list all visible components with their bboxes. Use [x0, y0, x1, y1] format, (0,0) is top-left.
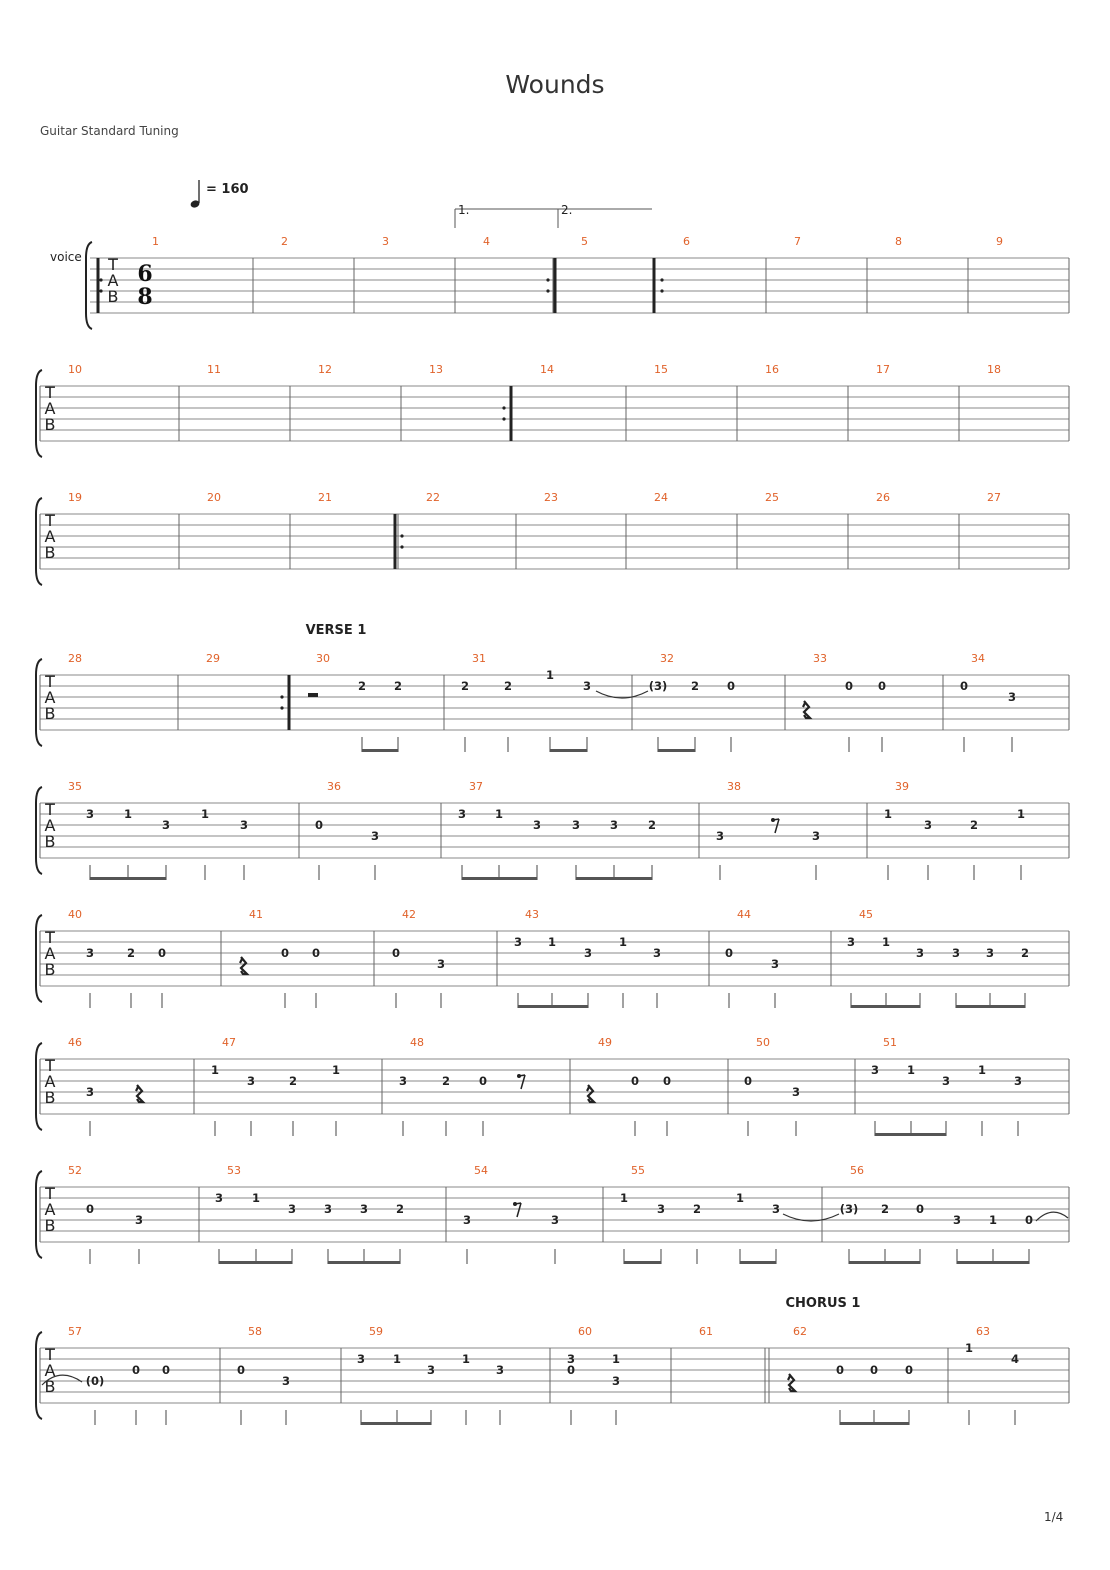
tab-clef-letter: B [44, 960, 56, 979]
measure-number: 3 [382, 235, 389, 248]
measure-number: 16 [765, 363, 779, 376]
measure-number: 36 [327, 780, 341, 793]
fret-number: 3 [715, 829, 725, 843]
fret-number: 1 [123, 807, 133, 821]
tab-clef-letter: T [45, 928, 55, 947]
quarter-rest-icon [136, 1085, 143, 1102]
measure-number: 48 [410, 1036, 424, 1049]
fret-number: 0 [869, 1363, 879, 1377]
fret-number: 3 [85, 807, 95, 821]
measure-number: 53 [227, 1164, 241, 1177]
beam [362, 749, 398, 752]
tab-clef-letter: T [45, 800, 55, 819]
measure-number: 13 [429, 363, 443, 376]
tab-clef-letter: T [45, 511, 55, 530]
fret-number: 0 [157, 946, 167, 960]
system-brace [36, 659, 42, 746]
fret-number: 3 [941, 1074, 951, 1088]
fret-number: 1 [494, 807, 504, 821]
measure-number: 4 [483, 235, 490, 248]
fret-number: 1 [251, 1191, 261, 1205]
fret-number: 1 [883, 807, 893, 821]
fret-number: 0 [236, 1363, 246, 1377]
measure-number: 35 [68, 780, 82, 793]
tab-clef-letter: B [44, 704, 56, 723]
tab-clef-letter: A [44, 688, 56, 707]
fret-number: 3 [161, 818, 171, 832]
tab-clef-letter: B [44, 1216, 56, 1235]
fret-number: 3 [582, 679, 592, 693]
tab-clef-letter: B [44, 832, 56, 851]
fret-number: 0 [743, 1074, 753, 1088]
fret-number: 1 [611, 1352, 621, 1366]
fret-number: 1 [1016, 807, 1026, 821]
fret-number: 0 [844, 679, 854, 693]
fret-number: 3 [495, 1363, 505, 1377]
fret-number: 1 [200, 807, 210, 821]
measure-number: 55 [631, 1164, 645, 1177]
fret-number: 2 [690, 679, 700, 693]
measure-number: 10 [68, 363, 82, 376]
measure-number: 54 [474, 1164, 488, 1177]
beam [851, 1005, 920, 1008]
fret-number: 0 [662, 1074, 672, 1088]
fret-number: 0 [85, 1202, 95, 1216]
repeat-dot [502, 406, 505, 409]
instrument-name: voice [50, 250, 82, 264]
fret-number: 3 [791, 1085, 801, 1099]
fret-number: 3 [85, 946, 95, 960]
fret-number: 1 [547, 935, 557, 949]
quarter-rest-icon [803, 701, 810, 718]
measure-number: 17 [876, 363, 890, 376]
fret-number: 3 [134, 1213, 144, 1227]
measure-number: 23 [544, 491, 558, 504]
tab-clef-letter: T [45, 383, 55, 402]
fret-number: 3 [770, 957, 780, 971]
fret-number: 2 [969, 818, 979, 832]
fret-number: 0 [959, 679, 969, 693]
fret-number: 0 [915, 1202, 925, 1216]
fret-number: 3 [239, 818, 249, 832]
measure-number: 28 [68, 652, 82, 665]
system-brace [36, 498, 42, 585]
fret-number: 1 [618, 935, 628, 949]
measure-number: 2 [281, 235, 288, 248]
measure-number: 47 [222, 1036, 236, 1049]
system-brace [36, 370, 42, 457]
fret-number: 3 [370, 829, 380, 843]
fret-number: (3) [839, 1202, 859, 1216]
fret-number: 3 [566, 1352, 576, 1366]
fret-number: 2 [441, 1074, 451, 1088]
tab-clef-letter: A [44, 527, 56, 546]
measure-number: 27 [987, 491, 1001, 504]
repeat-dot [99, 289, 102, 292]
fret-number: 3 [462, 1213, 472, 1227]
measure-number: 50 [756, 1036, 770, 1049]
system-brace [36, 1043, 42, 1130]
measure-number: 22 [426, 491, 440, 504]
fret-number: 1 [331, 1063, 341, 1077]
fret-number: 3 [532, 818, 542, 832]
beam [550, 749, 587, 752]
fret-number: 1 [392, 1352, 402, 1366]
eighth-rest-icon [521, 1075, 525, 1089]
fret-number: 3 [951, 946, 961, 960]
fret-number: 0 [630, 1074, 640, 1088]
system-brace [36, 1171, 42, 1258]
fret-number: 3 [985, 946, 995, 960]
tab-clef-letter: B [44, 1377, 56, 1396]
fret-number: 0 [835, 1363, 845, 1377]
fret-number: 0 [904, 1363, 914, 1377]
measure-number: 60 [578, 1325, 592, 1338]
fret-number: 3 [323, 1202, 333, 1216]
fret-number: 3 [846, 935, 856, 949]
repeat-dot [99, 278, 102, 281]
fret-number: 3 [550, 1213, 560, 1227]
fret-number: 3 [359, 1202, 369, 1216]
fret-number: 2 [393, 679, 403, 693]
repeat-dot [546, 278, 549, 281]
quarter-rest-icon [240, 957, 247, 974]
fret-number: 3 [571, 818, 581, 832]
fret-number: 3 [583, 946, 593, 960]
fret-number: (0) [85, 1374, 105, 1388]
fret-number: 3 [287, 1202, 297, 1216]
measure-number: 32 [660, 652, 674, 665]
fret-number: 3 [1013, 1074, 1023, 1088]
tab-clef-letter: T [45, 672, 55, 691]
measure-number: 6 [683, 235, 690, 248]
beam [658, 749, 695, 752]
measure-number: 33 [813, 652, 827, 665]
measure-number: 30 [316, 652, 330, 665]
tab-clef-letter: B [107, 287, 119, 306]
measure-number: 21 [318, 491, 332, 504]
fret-number: 0 [131, 1363, 141, 1377]
measure-number: 49 [598, 1036, 612, 1049]
measure-number: 25 [765, 491, 779, 504]
fret-number: 2 [503, 679, 513, 693]
quarter-rest-icon [788, 1374, 795, 1391]
measure-number: 42 [402, 908, 416, 921]
measure-number: 5 [581, 235, 588, 248]
fret-number: 2 [880, 1202, 890, 1216]
fret-number: 3 [656, 1202, 666, 1216]
fret-number: 2 [460, 679, 470, 693]
repeat-dot [400, 534, 403, 537]
fret-number: 0 [478, 1074, 488, 1088]
tab-clef-letter: A [44, 1361, 56, 1380]
measure-number: 9 [996, 235, 1003, 248]
beam [518, 1005, 588, 1008]
fret-number: 3 [952, 1213, 962, 1227]
measure-number: 58 [248, 1325, 262, 1338]
fret-number: 3 [609, 818, 619, 832]
fret-number: 2 [1020, 946, 1030, 960]
fret-number: 3 [513, 935, 523, 949]
tempo-marking: = 160 [206, 182, 249, 197]
repeat-dot [280, 706, 283, 709]
fret-number: 2 [647, 818, 657, 832]
beam [90, 877, 166, 880]
time-signature-top: 6 [137, 261, 153, 287]
measure-number: 63 [976, 1325, 990, 1338]
tab-clef-letter: B [44, 415, 56, 434]
fret-number: 0 [877, 679, 887, 693]
system-brace [36, 915, 42, 1002]
measure-number: 61 [699, 1325, 713, 1338]
fret-number: 4 [1010, 1352, 1020, 1366]
half-rest-icon [308, 693, 318, 697]
fret-number: 1 [881, 935, 891, 949]
fret-number: 1 [545, 668, 555, 682]
tab-clef-letter: T [45, 1056, 55, 1075]
fret-number: 2 [357, 679, 367, 693]
fret-number: 0 [280, 946, 290, 960]
tab-clef-letter: T [108, 255, 118, 274]
repeat-dot [280, 695, 283, 698]
measure-number: 38 [727, 780, 741, 793]
measure-number: 37 [469, 780, 483, 793]
measure-number: 29 [206, 652, 220, 665]
section-label-chorus: CHORUS 1 [785, 1296, 861, 1311]
beam [957, 1261, 1029, 1264]
fret-number: 3 [915, 946, 925, 960]
measure-number: 57 [68, 1325, 82, 1338]
measure-number: 41 [249, 908, 263, 921]
system-brace [36, 787, 42, 874]
quarter-rest-icon [587, 1085, 594, 1102]
measure-number: 7 [794, 235, 801, 248]
time-signature-bottom: 8 [137, 284, 153, 310]
fret-number: 3 [870, 1063, 880, 1077]
fret-number: (3) [648, 679, 668, 693]
tab-clef-letter: B [44, 543, 56, 562]
song-title: Wounds [505, 70, 605, 99]
measure-number: 56 [850, 1164, 864, 1177]
measure-number: 18 [987, 363, 1001, 376]
fret-number: 1 [988, 1213, 998, 1227]
fret-number: 0 [1024, 1213, 1034, 1227]
page-number: 1/4 [1044, 1510, 1064, 1524]
beam [956, 1005, 1025, 1008]
measure-number: 46 [68, 1036, 82, 1049]
fret-number: 3 [611, 1374, 621, 1388]
fret-number: 0 [726, 679, 736, 693]
tab-clef-letter: A [44, 1200, 56, 1219]
beam [840, 1422, 909, 1425]
repeat-dot [546, 289, 549, 292]
fret-number: 3 [356, 1352, 366, 1366]
measure-number: 24 [654, 491, 668, 504]
measure-number: 20 [207, 491, 221, 504]
beam [462, 877, 537, 880]
repeat-dot [660, 278, 663, 281]
fret-number: 2 [288, 1074, 298, 1088]
fret-number: 0 [724, 946, 734, 960]
fret-number: 0 [161, 1363, 171, 1377]
beam [576, 877, 652, 880]
system-brace [86, 242, 92, 329]
fret-number: 1 [210, 1063, 220, 1077]
fret-number: 3 [214, 1191, 224, 1205]
measure-number: 19 [68, 491, 82, 504]
fret-number: 3 [1007, 690, 1017, 704]
measure-number: 51 [883, 1036, 897, 1049]
measure-number: 1 [152, 235, 159, 248]
fret-number: 3 [85, 1085, 95, 1099]
fret-number: 3 [426, 1363, 436, 1377]
fret-number: 0 [391, 946, 401, 960]
measure-number: 59 [369, 1325, 383, 1338]
fret-number: 0 [311, 946, 321, 960]
fret-number: 0 [566, 1363, 576, 1377]
fret-number: 3 [652, 946, 662, 960]
beam [875, 1133, 946, 1136]
repeat-dot [660, 289, 663, 292]
fret-number: 1 [977, 1063, 987, 1077]
eighth-rest-icon [775, 819, 779, 833]
measure-number: 15 [654, 363, 668, 376]
fret-number: 1 [964, 1341, 974, 1355]
tab-clef-letter: A [44, 1072, 56, 1091]
measure-number: 8 [895, 235, 902, 248]
volta-label: 2. [561, 203, 573, 217]
measure-number: 43 [525, 908, 539, 921]
beam [740, 1261, 776, 1264]
measure-number: 52 [68, 1164, 82, 1177]
measure-number: 34 [971, 652, 985, 665]
measure-number: 45 [859, 908, 873, 921]
beam [849, 1261, 920, 1264]
fret-number: 2 [395, 1202, 405, 1216]
measure-number: 11 [207, 363, 221, 376]
fret-number: 1 [461, 1352, 471, 1366]
beam [361, 1422, 431, 1425]
fret-number: 3 [436, 957, 446, 971]
fret-number: 2 [126, 946, 136, 960]
eighth-rest-icon [517, 1203, 521, 1217]
fret-number: 3 [246, 1074, 256, 1088]
fret-number: 3 [457, 807, 467, 821]
volta-label: 1. [458, 203, 470, 217]
fret-number: 1 [619, 1191, 629, 1205]
fret-number: 3 [398, 1074, 408, 1088]
fret-number: 2 [692, 1202, 702, 1216]
fret-number: 1 [906, 1063, 916, 1077]
measure-number: 12 [318, 363, 332, 376]
tab-clef-letter: A [44, 944, 56, 963]
measure-number: 26 [876, 491, 890, 504]
fret-number: 3 [771, 1202, 781, 1216]
tab-clef-letter: T [45, 1345, 55, 1364]
measure-number: 40 [68, 908, 82, 921]
tab-clef-letter: A [44, 816, 56, 835]
tuning-label: Guitar Standard Tuning [40, 124, 179, 138]
system-brace [36, 1332, 42, 1419]
tab-clef-letter: A [44, 399, 56, 418]
beam [219, 1261, 292, 1264]
tab-clef-letter: T [45, 1184, 55, 1203]
measure-number: 31 [472, 652, 486, 665]
tab-clef-letter: B [44, 1088, 56, 1107]
measure-number: 39 [895, 780, 909, 793]
measure-number: 62 [793, 1325, 807, 1338]
fret-number: 3 [281, 1374, 291, 1388]
fret-number: 0 [314, 818, 324, 832]
beam [328, 1261, 400, 1264]
fret-number: 3 [811, 829, 821, 843]
repeat-dot [400, 545, 403, 548]
measure-number: 14 [540, 363, 554, 376]
tab-clef-letter: A [107, 271, 119, 290]
section-label-verse: VERSE 1 [305, 623, 367, 638]
measure-number: 44 [737, 908, 751, 921]
beam [624, 1261, 661, 1264]
fret-number: 3 [923, 818, 933, 832]
repeat-dot [502, 417, 505, 420]
fret-number: 1 [735, 1191, 745, 1205]
